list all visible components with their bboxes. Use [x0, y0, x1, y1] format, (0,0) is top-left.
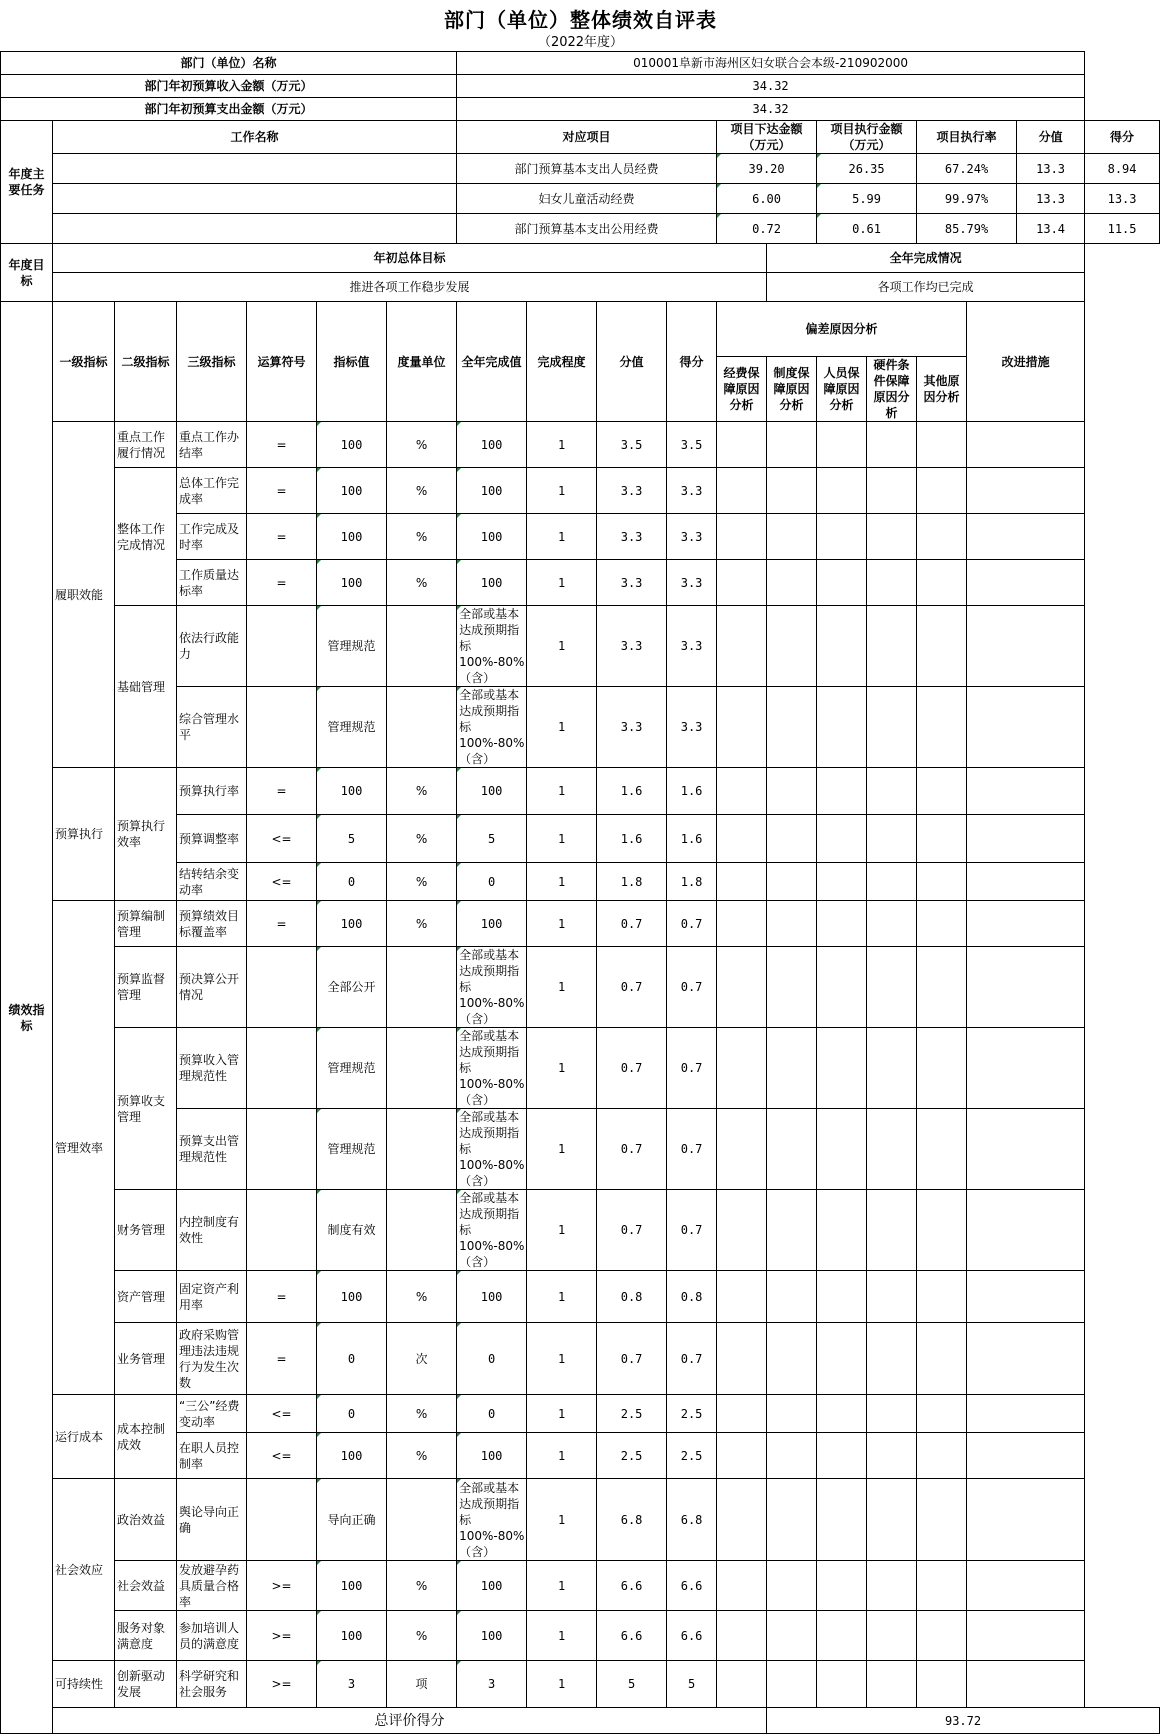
level3-cell: 总体工作完成率	[177, 468, 247, 514]
actual-cell: 100	[457, 560, 527, 606]
level2-cell: 预算监督管理	[115, 947, 177, 1028]
degree-cell: 1	[527, 863, 597, 901]
operator-cell	[247, 1109, 317, 1190]
level3-cell: 预算支出管理规范性	[177, 1109, 247, 1190]
col-level1: 一级指标	[53, 302, 115, 422]
degree-cell: 1	[527, 901, 597, 947]
level2-cell: 资产管理	[115, 1271, 177, 1323]
unit-cell: %	[387, 901, 457, 947]
value-cell: 1.6	[597, 815, 667, 863]
target-cell: 100	[317, 560, 387, 606]
level3-cell: 综合管理水平	[177, 687, 247, 768]
unit-cell: %	[387, 863, 457, 901]
level1-cell: 可持续性	[53, 1661, 115, 1708]
unit-cell: %	[387, 1611, 457, 1661]
unit-cell: %	[387, 1271, 457, 1323]
task-project: 妇女儿童活动经费	[457, 184, 717, 214]
actual-cell: 全部或基本达成预期指标100%-80%（含）	[457, 606, 527, 687]
value-cell: 6.6	[597, 1561, 667, 1611]
operator-cell	[247, 947, 317, 1028]
unit-cell: 次	[387, 1323, 457, 1395]
degree-cell: 1	[527, 1109, 597, 1190]
value-cell: 6.8	[597, 1479, 667, 1561]
level3-cell: 依法行政能力	[177, 606, 247, 687]
degree-cell: 1	[527, 1479, 597, 1561]
task-rate: 67.24%	[917, 154, 1017, 184]
level3-cell: 科学研究和社会服务	[177, 1661, 247, 1708]
actual-cell: 100	[457, 1433, 527, 1479]
dept-name-label: 部门（单位）名称	[1, 52, 457, 75]
level3-cell: 舆论导向正确	[177, 1479, 247, 1561]
operator-cell: >=	[247, 1611, 317, 1661]
target-cell: 0	[317, 1395, 387, 1433]
actual-cell: 全部或基本达成预期指标100%-80%（含）	[457, 1479, 527, 1561]
tasks-col-name: 工作名称	[53, 121, 457, 154]
tasks-col-score-value: 分值	[1017, 121, 1085, 154]
deviation-col-hardware: 硬件条件保障原因分析	[867, 357, 917, 422]
col-level3: 三级指标	[177, 302, 247, 422]
operator-cell: <=	[247, 815, 317, 863]
target-cell: 0	[317, 863, 387, 901]
unit-cell: 项	[387, 1661, 457, 1708]
goals-completion-label: 全年完成情况	[767, 244, 1085, 273]
score-cell: 0.7	[667, 947, 717, 1028]
actual-cell: 5	[457, 815, 527, 863]
goals-initial-value: 推进各项工作稳步发展	[53, 273, 767, 302]
score-cell: 0.7	[667, 1028, 717, 1109]
tasks-col-rate: 项目执行率	[917, 121, 1017, 154]
unit-cell: %	[387, 514, 457, 560]
level2-cell: 预算执行效率	[115, 768, 177, 901]
level3-cell: 预算收入管理规范性	[177, 1028, 247, 1109]
degree-cell: 1	[527, 768, 597, 815]
score-cell: 6.6	[667, 1611, 717, 1661]
score-cell: 2.5	[667, 1433, 717, 1479]
level3-cell: 发放避孕药具质量合格率	[177, 1561, 247, 1611]
level2-cell: 创新驱动发展	[115, 1661, 177, 1708]
col-degree: 完成程度	[527, 302, 597, 422]
degree-cell: 1	[527, 606, 597, 687]
unit-cell	[387, 947, 457, 1028]
goals-initial-label: 年初总体目标	[53, 244, 767, 273]
degree-cell: 1	[527, 1271, 597, 1323]
level3-cell: 预算调整率	[177, 815, 247, 863]
score-cell: 1.6	[667, 815, 717, 863]
degree-cell: 1	[527, 687, 597, 768]
col-actual: 全年完成值	[457, 302, 527, 422]
level3-cell: 内控制度有效性	[177, 1190, 247, 1271]
actual-cell: 全部或基本达成预期指标100%-80%（含）	[457, 1190, 527, 1271]
task-rate: 99.97%	[917, 184, 1017, 214]
task-project: 部门预算基本支出人员经费	[457, 154, 717, 184]
col-level2: 二级指标	[115, 302, 177, 422]
tasks-col-project: 对应项目	[457, 121, 717, 154]
level3-cell: 政府采购管理违法违规行为发生次数	[177, 1323, 247, 1395]
deviation-col-system: 制度保障原因分析	[767, 357, 817, 422]
value-cell: 0.7	[597, 1028, 667, 1109]
actual-cell: 0	[457, 863, 527, 901]
target-cell: 100	[317, 1271, 387, 1323]
deviation-col-funding: 经费保障原因分析	[717, 357, 767, 422]
actual-cell: 全部或基本达成预期指标100%-80%（含）	[457, 1109, 527, 1190]
score-cell: 0.7	[667, 901, 717, 947]
operator-cell	[247, 1190, 317, 1271]
score-cell: 3.3	[667, 687, 717, 768]
level2-cell: 社会效益	[115, 1561, 177, 1611]
task-score: 8.94	[1085, 154, 1160, 184]
level3-cell: 预算执行率	[177, 768, 247, 815]
task-score-value: 13.3	[1017, 154, 1085, 184]
value-cell: 3.5	[597, 422, 667, 468]
value-cell: 0.7	[597, 901, 667, 947]
value-cell: 0.8	[597, 1271, 667, 1323]
value-cell: 3.3	[597, 468, 667, 514]
actual-cell: 100	[457, 768, 527, 815]
target-cell: 导向正确	[317, 1479, 387, 1561]
tasks-col-score: 得分	[1085, 121, 1160, 154]
tasks-col-issued: 项目下达金额（万元）	[717, 121, 817, 154]
value-cell: 2.5	[597, 1433, 667, 1479]
deviation-col-other: 其他原因分析	[917, 357, 967, 422]
unit-cell	[387, 1028, 457, 1109]
task-issued: 0.72	[717, 214, 817, 244]
target-cell: 管理规范	[317, 687, 387, 768]
actual-cell: 0	[457, 1395, 527, 1433]
task-project: 部门预算基本支出公用经费	[457, 214, 717, 244]
degree-cell: 1	[527, 560, 597, 606]
operator-cell: =	[247, 514, 317, 560]
value-cell: 3.3	[597, 560, 667, 606]
task-rate: 85.79%	[917, 214, 1017, 244]
tasks-col-executed: 项目执行金额（万元）	[817, 121, 917, 154]
degree-cell: 1	[527, 1433, 597, 1479]
target-cell: 管理规范	[317, 606, 387, 687]
operator-cell: =	[247, 768, 317, 815]
col-unit: 度量单位	[387, 302, 457, 422]
operator-cell: >=	[247, 1561, 317, 1611]
target-cell: 100	[317, 768, 387, 815]
unit-cell: %	[387, 1395, 457, 1433]
score-cell: 3.3	[667, 560, 717, 606]
target-cell: 0	[317, 1323, 387, 1395]
actual-cell: 100	[457, 1271, 527, 1323]
degree-cell: 1	[527, 468, 597, 514]
level3-cell: 在职人员控制率	[177, 1433, 247, 1479]
score-cell: 0.8	[667, 1271, 717, 1323]
score-cell: 3.3	[667, 606, 717, 687]
unit-cell: %	[387, 768, 457, 815]
level2-cell: 重点工作履行情况	[115, 422, 177, 468]
operator-cell	[247, 687, 317, 768]
level2-cell: 成本控制成效	[115, 1395, 177, 1479]
level3-cell: 预算绩效目标覆盖率	[177, 901, 247, 947]
operator-cell	[247, 606, 317, 687]
level1-cell: 运行成本	[53, 1395, 115, 1479]
task-name	[53, 154, 457, 184]
level2-cell: 预算编制管理	[115, 901, 177, 947]
level3-cell: 结转结余变动率	[177, 863, 247, 901]
degree-cell: 1	[527, 1661, 597, 1708]
actual-cell: 全部或基本达成预期指标100%-80%（含）	[457, 947, 527, 1028]
actual-cell: 100	[457, 901, 527, 947]
level3-cell: 预决算公开情况	[177, 947, 247, 1028]
operator-cell: =	[247, 1271, 317, 1323]
deviation-col-staff: 人员保障原因分析	[817, 357, 867, 422]
level3-cell: 参加培训人员的满意度	[177, 1611, 247, 1661]
operator-cell: =	[247, 560, 317, 606]
unit-cell: %	[387, 1433, 457, 1479]
value-cell: 0.7	[597, 1323, 667, 1395]
unit-cell	[387, 1109, 457, 1190]
target-cell: 3	[317, 1661, 387, 1708]
degree-cell: 1	[527, 1561, 597, 1611]
target-cell: 管理规范	[317, 1028, 387, 1109]
task-score: 13.3	[1085, 184, 1160, 214]
total-label: 总评价得分	[53, 1708, 767, 1734]
level2-cell: 预算收支管理	[115, 1028, 177, 1190]
target-cell: 5	[317, 815, 387, 863]
unit-cell: %	[387, 560, 457, 606]
actual-cell: 100	[457, 422, 527, 468]
score-cell: 6.6	[667, 1561, 717, 1611]
level3-cell: 重点工作办结率	[177, 422, 247, 468]
operator-cell: <=	[247, 863, 317, 901]
col-value: 分值	[597, 302, 667, 422]
level2-cell: 服务对象满意度	[115, 1611, 177, 1661]
score-cell: 6.8	[667, 1479, 717, 1561]
score-cell: 3.3	[667, 468, 717, 514]
col-target: 指标值	[317, 302, 387, 422]
level1-cell: 履职效能	[53, 422, 115, 768]
target-cell: 100	[317, 514, 387, 560]
operator-cell	[247, 1479, 317, 1561]
level3-cell: 固定资产利用率	[177, 1271, 247, 1323]
unit-cell	[387, 1190, 457, 1271]
value-cell: 0.7	[597, 1190, 667, 1271]
target-cell: 制度有效	[317, 1190, 387, 1271]
actual-cell: 100	[457, 1611, 527, 1661]
degree-cell: 1	[527, 1323, 597, 1395]
value-cell: 2.5	[597, 1395, 667, 1433]
task-score: 11.5	[1085, 214, 1160, 244]
actual-cell: 100	[457, 514, 527, 560]
task-score-value: 13.3	[1017, 184, 1085, 214]
unit-cell: %	[387, 468, 457, 514]
level2-cell: 政治效益	[115, 1479, 177, 1561]
task-issued: 39.20	[717, 154, 817, 184]
task-executed: 26.35	[817, 154, 917, 184]
col-score: 得分	[667, 302, 717, 422]
target-cell: 管理规范	[317, 1109, 387, 1190]
target-cell: 100	[317, 468, 387, 514]
task-executed: 5.99	[817, 184, 917, 214]
value-cell: 5	[597, 1661, 667, 1708]
level2-cell: 财务管理	[115, 1190, 177, 1271]
task-score-value: 13.4	[1017, 214, 1085, 244]
operator-cell: =	[247, 1323, 317, 1395]
value-cell: 3.3	[597, 606, 667, 687]
evaluation-table	[0, 51, 1160, 1734]
expense-label: 部门年初预算支出金额（万元）	[1, 98, 457, 121]
actual-cell: 全部或基本达成预期指标100%-80%（含）	[457, 1028, 527, 1109]
task-issued: 6.00	[717, 184, 817, 214]
task-name	[53, 214, 457, 244]
unit-cell: %	[387, 1561, 457, 1611]
actual-cell: 全部或基本达成预期指标100%-80%（含）	[457, 687, 527, 768]
deviation-label: 偏差原因分析	[717, 302, 967, 357]
degree-cell: 1	[527, 1190, 597, 1271]
unit-cell: %	[387, 422, 457, 468]
value-cell: 3.3	[597, 687, 667, 768]
tasks-section-label: 年度主要任务	[1, 121, 53, 244]
task-name	[53, 184, 457, 214]
target-cell: 100	[317, 1611, 387, 1661]
value-cell: 1.8	[597, 863, 667, 901]
target-cell: 100	[317, 422, 387, 468]
value-cell: 6.6	[597, 1611, 667, 1661]
operator-cell: =	[247, 901, 317, 947]
unit-cell	[387, 1479, 457, 1561]
actual-cell: 3	[457, 1661, 527, 1708]
page-subtitle: （2022年度）	[537, 35, 624, 50]
unit-cell	[387, 687, 457, 768]
level2-cell: 整体工作完成情况	[115, 468, 177, 606]
income-label: 部门年初预算收入金额（万元）	[1, 75, 457, 98]
indicators-section-label: 绩效指标	[1, 302, 53, 1734]
total-value: 93.72	[767, 1708, 1160, 1734]
target-cell: 100	[317, 1433, 387, 1479]
score-cell: 1.8	[667, 863, 717, 901]
score-cell: 5	[667, 1661, 717, 1708]
degree-cell: 1	[527, 1611, 597, 1661]
score-cell: 3.3	[667, 514, 717, 560]
operator-cell: <=	[247, 1433, 317, 1479]
value-cell: 0.7	[597, 1109, 667, 1190]
score-cell: 0.7	[667, 1323, 717, 1395]
score-cell: 2.5	[667, 1395, 717, 1433]
expense-value: 34.32	[457, 98, 1085, 121]
degree-cell: 1	[527, 1028, 597, 1109]
level1-cell: 预算执行	[53, 768, 115, 901]
level3-cell: 工作完成及时率	[177, 514, 247, 560]
actual-cell: 100	[457, 1561, 527, 1611]
degree-cell: 1	[527, 815, 597, 863]
value-cell: 3.3	[597, 514, 667, 560]
goals-completion-value: 各项工作均已完成	[767, 273, 1085, 302]
improve-label: 改进措施	[967, 302, 1085, 422]
operator-cell: =	[247, 422, 317, 468]
dept-name-value: 010001阜新市海州区妇女联合会本级-210902000	[457, 52, 1085, 75]
level3-cell: “三公”经费变动率	[177, 1395, 247, 1433]
score-cell: 3.5	[667, 422, 717, 468]
level3-cell: 工作质量达标率	[177, 560, 247, 606]
unit-cell	[387, 606, 457, 687]
degree-cell: 1	[527, 422, 597, 468]
level2-cell: 基础管理	[115, 606, 177, 768]
value-cell: 0.7	[597, 947, 667, 1028]
target-cell: 全部公开	[317, 947, 387, 1028]
actual-cell: 100	[457, 468, 527, 514]
unit-cell: %	[387, 815, 457, 863]
degree-cell: 1	[527, 514, 597, 560]
task-executed: 0.61	[817, 214, 917, 244]
score-cell: 1.6	[667, 768, 717, 815]
target-cell: 100	[317, 1561, 387, 1611]
page-title: 部门（单位）整体绩效自评表	[444, 8, 717, 32]
col-operator: 运算符号	[247, 302, 317, 422]
level1-cell: 社会效应	[53, 1479, 115, 1661]
operator-cell	[247, 1028, 317, 1109]
actual-cell: 0	[457, 1323, 527, 1395]
operator-cell: <=	[247, 1395, 317, 1433]
level1-cell: 管理效率	[53, 901, 115, 1395]
level2-cell: 业务管理	[115, 1323, 177, 1395]
value-cell: 1.6	[597, 768, 667, 815]
degree-cell: 1	[527, 947, 597, 1028]
operator-cell: =	[247, 468, 317, 514]
income-value: 34.32	[457, 75, 1085, 98]
target-cell: 100	[317, 901, 387, 947]
operator-cell: >=	[247, 1661, 317, 1708]
score-cell: 0.7	[667, 1109, 717, 1190]
score-cell: 0.7	[667, 1190, 717, 1271]
degree-cell: 1	[527, 1395, 597, 1433]
goals-section-label: 年度目标	[1, 244, 53, 302]
